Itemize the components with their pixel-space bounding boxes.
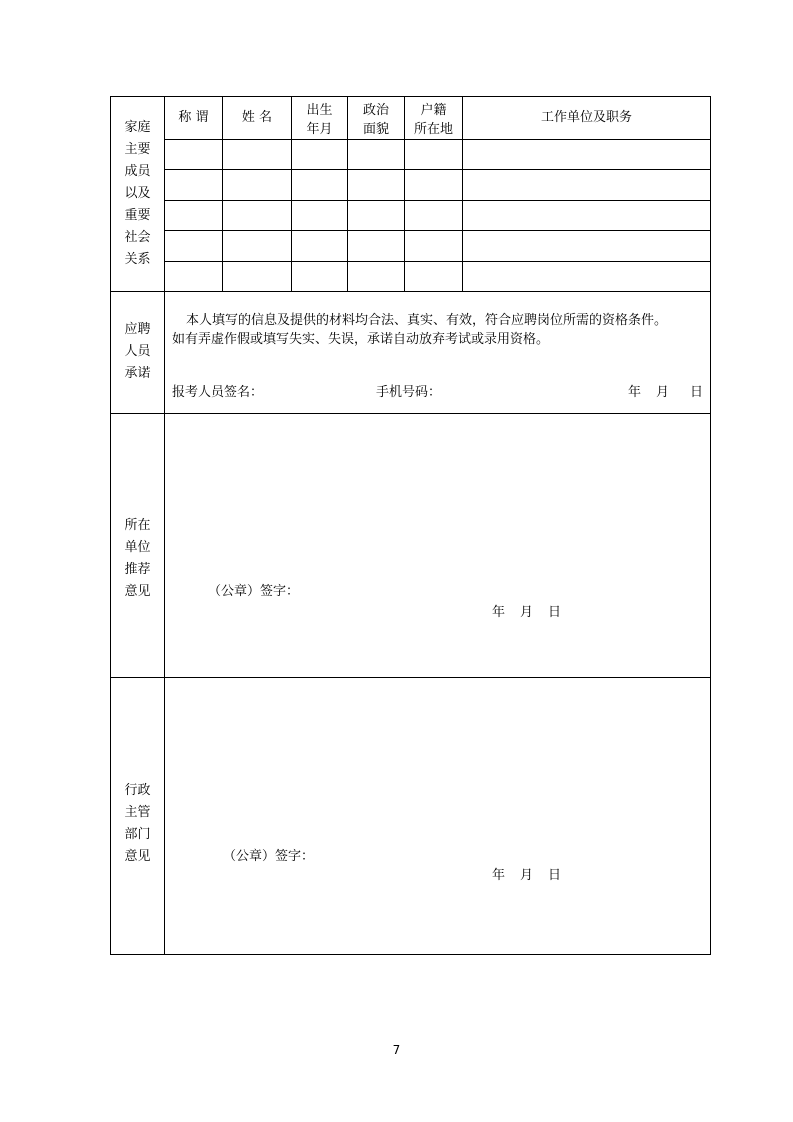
family-row-line xyxy=(164,230,711,231)
pledge-date-day: 日 xyxy=(690,385,704,400)
family-row-line xyxy=(164,261,711,262)
header-hukou: 户籍 所在地 xyxy=(413,103,453,137)
header-name: 姓 名 xyxy=(241,110,273,125)
unit-section-bottom xyxy=(110,677,711,678)
header-politics: 政治 面貌 xyxy=(362,103,389,137)
family-col-line xyxy=(222,96,223,292)
unit-date-year: 年 xyxy=(492,605,506,620)
pledge-date-year: 年 xyxy=(628,385,642,400)
header-work: 工作单位及职务 xyxy=(540,110,632,125)
pledge-section-label: 应聘 人员 承诺 xyxy=(124,322,151,381)
admin-date-month: 月 xyxy=(520,868,534,883)
label-column-divider xyxy=(164,96,165,955)
family-header-bottom xyxy=(164,139,711,140)
admin-seal-label: （公章）签字： xyxy=(223,849,315,864)
family-col-line xyxy=(462,96,463,292)
family-row-line xyxy=(164,200,711,201)
admin-date-day: 日 xyxy=(548,868,562,883)
pledge-text-line1: 本人填写的信息及提供的材料均合法、真实、有效，符合应聘岗位所需的资格条件。 xyxy=(186,313,668,328)
header-birth: 出生 年月 xyxy=(306,103,333,137)
unit-date-month: 月 xyxy=(520,605,534,620)
admin-section-label: 行政 主管 部门 意见 xyxy=(124,783,151,864)
unit-section-label: 所在 单位 推荐 意见 xyxy=(124,518,151,599)
table-bottom-border xyxy=(110,954,711,955)
pledge-date-month: 月 xyxy=(656,385,670,400)
family-section-label: 家庭 主要 成员 以及 重要 社会 关系 xyxy=(124,120,151,267)
pledge-section-bottom xyxy=(110,413,711,414)
family-section-bottom xyxy=(110,291,711,292)
table-top-border xyxy=(110,96,711,97)
family-row-line xyxy=(164,169,711,170)
signature-label: 报考人员签名： xyxy=(172,385,264,400)
unit-seal-label: （公章）签字： xyxy=(208,584,300,599)
header-title: 称 谓 xyxy=(178,110,209,125)
phone-label: 手机号码： xyxy=(376,385,442,400)
page-number: 7 xyxy=(392,1043,401,1057)
table-right-border xyxy=(710,96,711,955)
admin-date-year: 年 xyxy=(492,868,506,883)
unit-date-day: 日 xyxy=(548,605,562,620)
pledge-text-line2: 如有弄虚作假或填写失实、失误，承诺自动放弃考试或录用资格。 xyxy=(172,332,550,347)
